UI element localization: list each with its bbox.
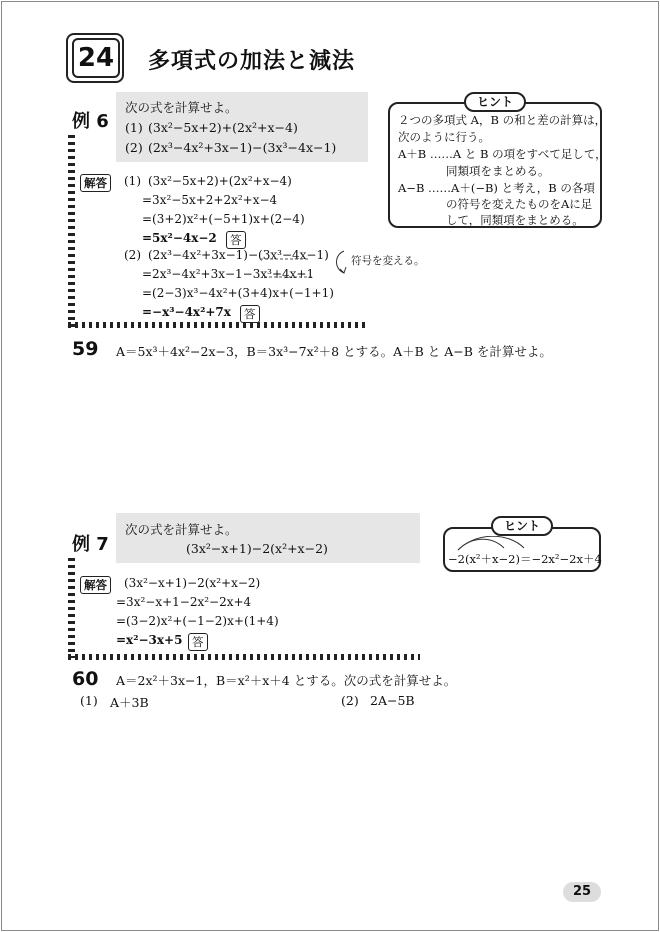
- hint-1-line: ２つの多項式 A，B の和と差の計算は，: [398, 113, 607, 127]
- example-6-q1-number: (1): [125, 120, 143, 135]
- hint-1-line: 同類項をまとめる。: [446, 164, 550, 178]
- example-6-answer-mark-1: 答: [226, 231, 246, 249]
- hint-2-text: −2(x²＋x−2)＝−2x²−2x＋4: [448, 552, 602, 566]
- example-7-question: (3x²−x+1)−2(x²+x−2): [186, 541, 328, 556]
- example-6-label: 例 6: [72, 111, 109, 132]
- example-6-s1-result: =5x²−4x−2: [142, 231, 217, 245]
- example-6-s2-line: =2x³−4x²+3x−1−3x³+4x+1: [142, 267, 315, 281]
- example-6-s1-line: =(3+2)x²+(−5+1)x+(2−4): [142, 212, 305, 226]
- example-6-q2: (2x³−4x²+3x−1)−(3x³−4x−1): [148, 140, 337, 155]
- section-title: 多項式の加法と減法: [148, 49, 356, 74]
- example-6-q2-number: (2): [125, 140, 143, 155]
- problem-60-part-2: 2A−5B: [370, 693, 415, 708]
- example-7-answer-label: 解答: [80, 576, 111, 594]
- problem-60-part-2-number: (2): [341, 693, 359, 708]
- example-6-s2-result: =−x³−4x²+7x: [142, 305, 231, 319]
- hint-1-line: して，同類項をまとめる。: [446, 213, 584, 227]
- example-6-s1-line: (3x²−5x+2)+(2x²+x−4): [148, 174, 292, 188]
- hint-1-line: の符号を変えたものをAに足: [446, 197, 593, 211]
- problem-59-text: A＝5x³＋4x²−2x−3，B＝3x³−7x²＋8 とする。A＋B と A−B を計算せよ。: [116, 344, 552, 359]
- example-7-label: 例 7: [72, 534, 109, 555]
- example-7-instruction: 次の式を計算せよ。: [125, 522, 238, 537]
- problem-60-text: A＝2x²＋3x−1，B＝x²＋x＋4 とする。次の式を計算せよ。: [116, 673, 457, 688]
- example-6-instruction: 次の式を計算せよ。: [125, 100, 238, 115]
- example-7-s-line: (3x²−x+1)−2(x²+x−2): [124, 576, 261, 590]
- example-6-s2-line: =(2−3)x³−4x²+(3+4)x+(−1+1): [142, 286, 334, 300]
- example-7-s-line: =(3−2)x²+(−1−2)x+(1+4): [116, 614, 279, 628]
- page-number: 25: [563, 882, 601, 902]
- example-6-dotted-border-bottom: [68, 322, 366, 328]
- example-6-answer-mark-2: 答: [240, 305, 260, 323]
- example-7-s-line: =3x²−x+1−2x²−2x+4: [116, 595, 252, 609]
- example-7-dotted-border-left: [68, 558, 75, 658]
- example-6-answer-label: 解答: [80, 174, 111, 192]
- hint-tab-2: ヒント: [491, 516, 553, 536]
- problem-59-number: 59: [72, 338, 99, 360]
- example-6-s1-line: =3x²−5x+2+2x²+x−4: [142, 193, 278, 207]
- example-6-s2-line: (2x³−4x²+3x−1)−(3x³−4x−1): [148, 248, 329, 262]
- hint-1-line: A−B ……A＋(−B) と考え，B の各項: [398, 181, 595, 195]
- sign-change-note: 符号を変える。: [351, 255, 425, 267]
- section-number: 24: [72, 38, 120, 78]
- hint-1-line: 次のように行う。: [398, 130, 490, 144]
- problem-60-part-1-number: (1): [80, 693, 98, 708]
- example-7-s-result: =x²−3x+5: [116, 633, 183, 647]
- example-7-answer-mark: 答: [188, 633, 208, 651]
- sign-change-brace: [240, 245, 360, 285]
- example-6-dotted-border-left: [68, 135, 75, 327]
- example-7-dotted-border-bottom: [68, 654, 420, 660]
- problem-60-part-1: A＋3B: [110, 695, 149, 710]
- example-6-q1: (3x²−5x+2)+(2x²+x−4): [148, 120, 298, 135]
- distribution-arrows: [452, 536, 532, 552]
- problem-60-number: 60: [72, 668, 99, 690]
- example-6-s2-number: (2): [124, 248, 141, 262]
- hint-1-line: A＋B ……A と B の項をすべて足して，: [398, 147, 607, 161]
- hint-tab-1: ヒント: [464, 92, 526, 112]
- example-6-s1-number: (1): [124, 174, 141, 188]
